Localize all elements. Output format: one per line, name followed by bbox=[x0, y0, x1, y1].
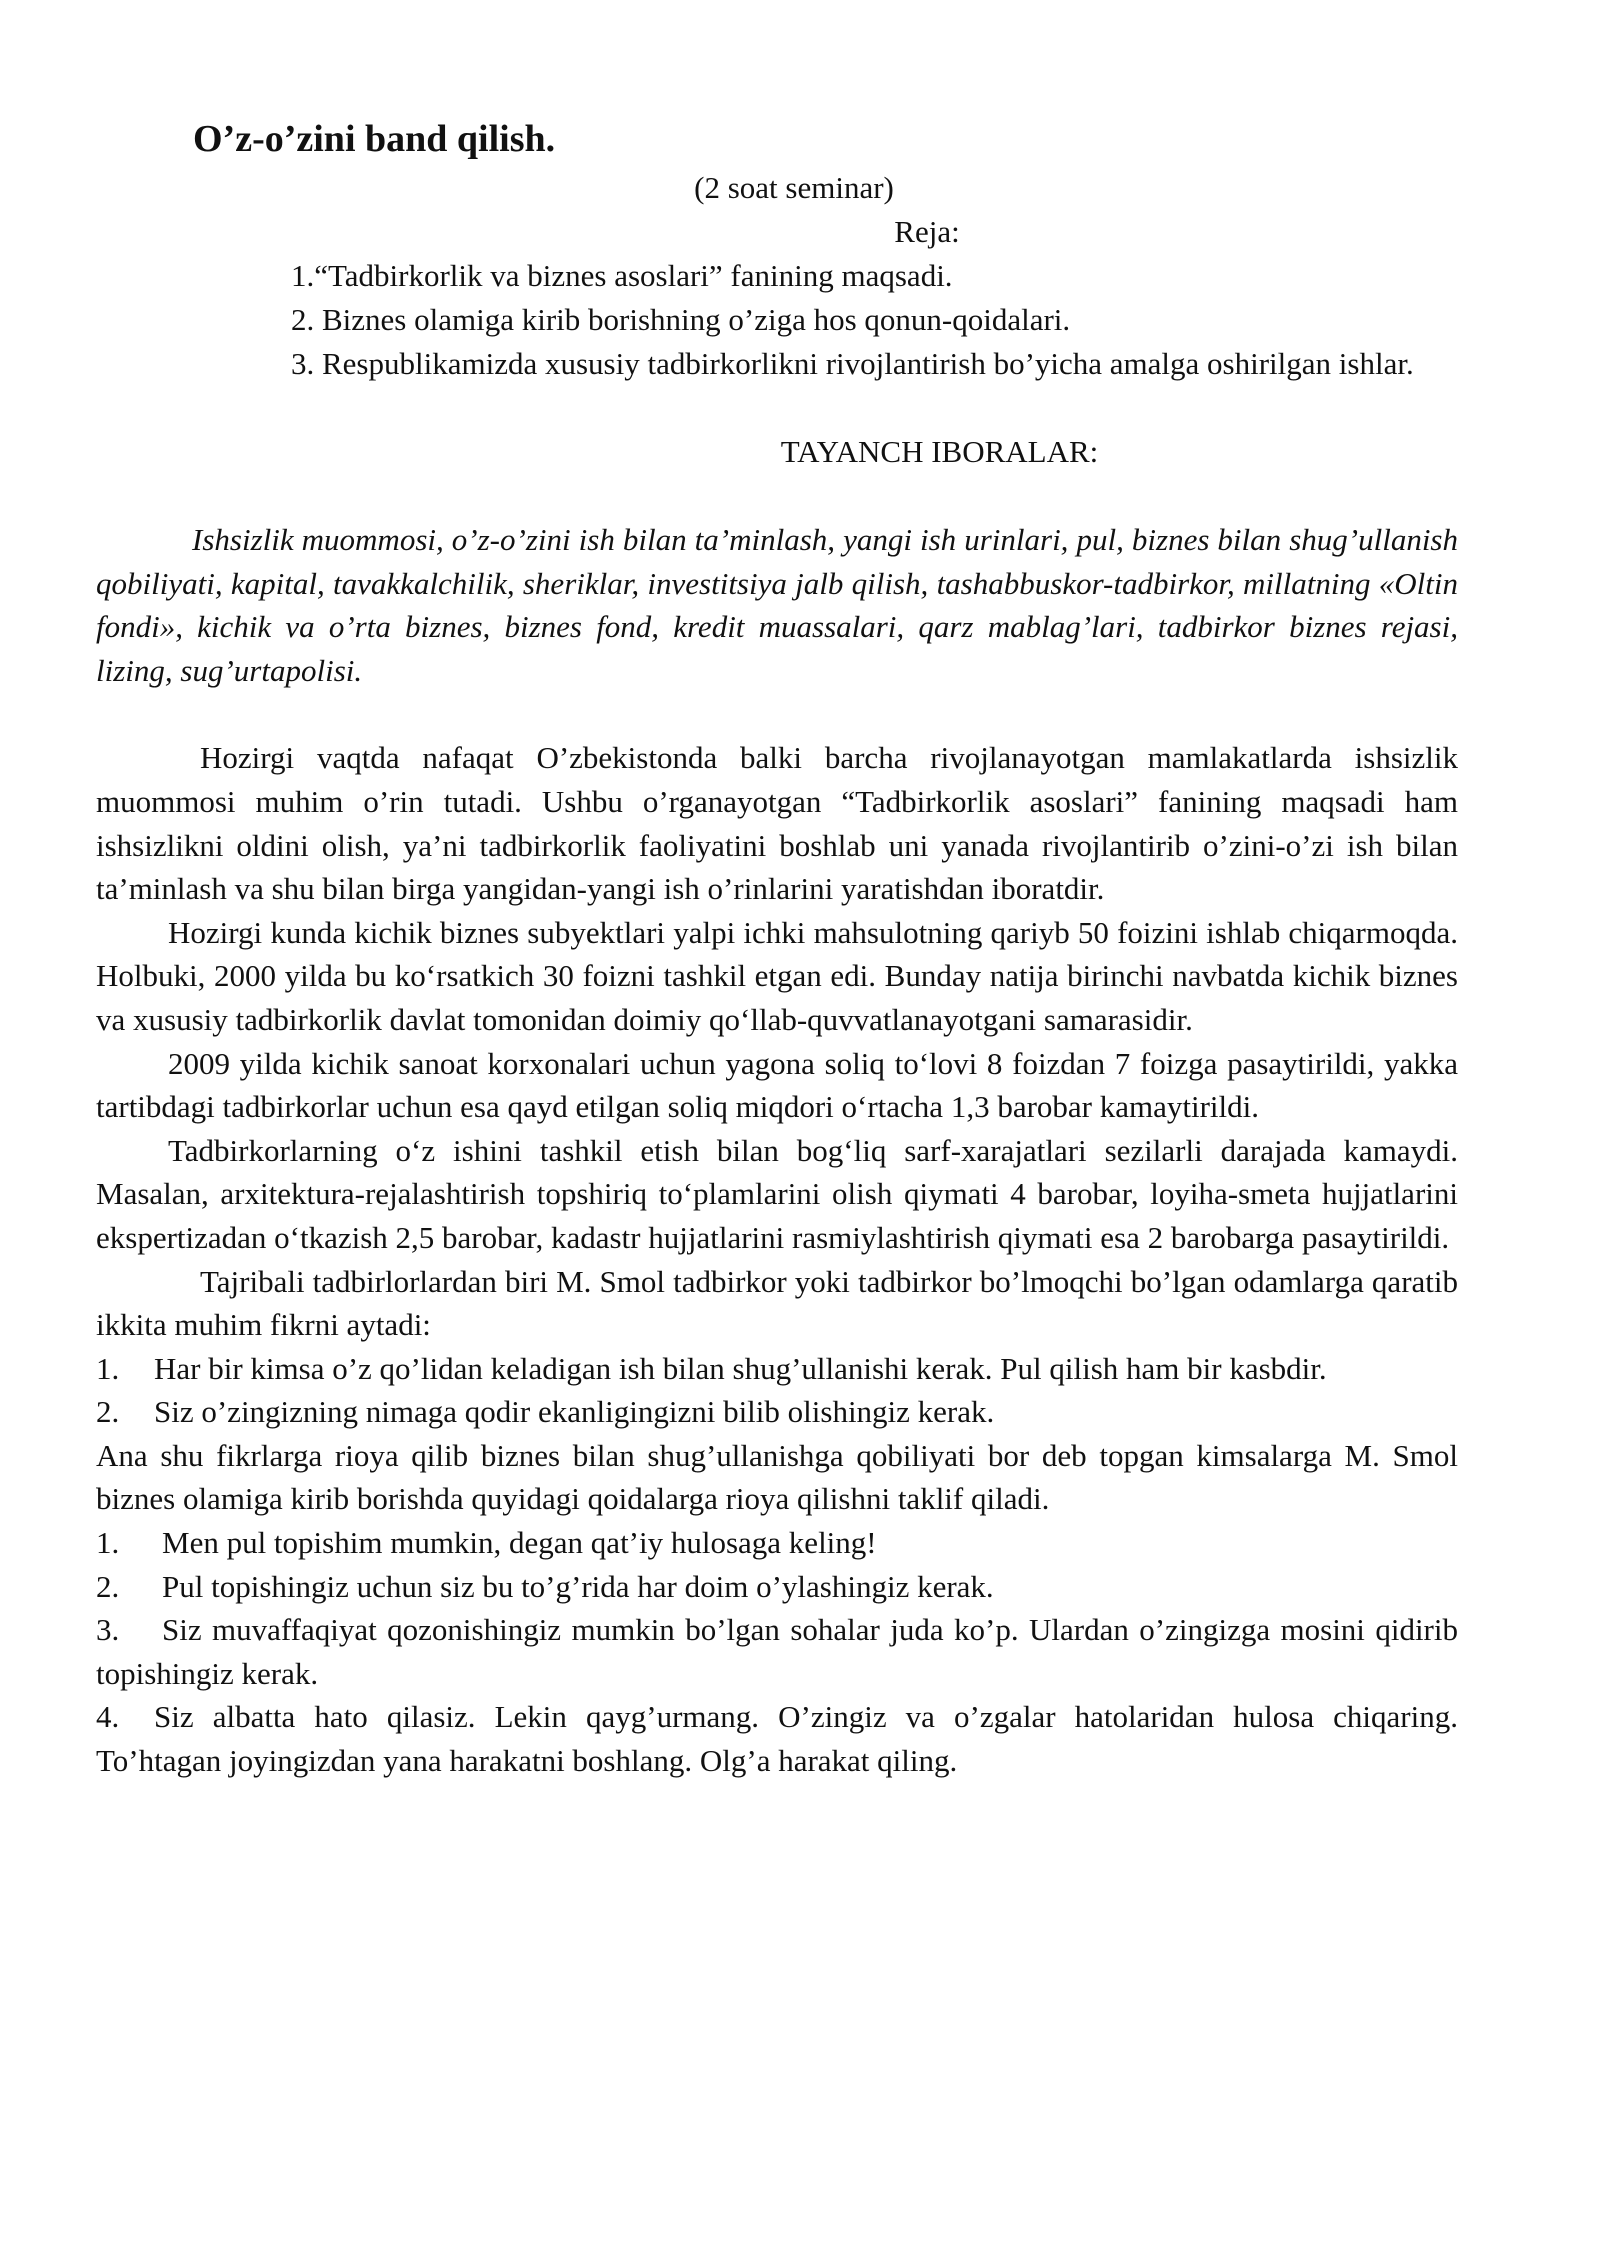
keywords-heading: TAYANCH IBORALAR: bbox=[780, 434, 1099, 469]
plan-list bbox=[96, 254, 1458, 386]
body-paragraph: Tajribali tadbirlorlardan biri M. Smol tadbirkor yoki tadbirkor bo’lmoqchi bo’lgan odamlarga qaratib ikkita muhim fikrni aytadi: bbox=[96, 1263, 1458, 1343]
body-paragraph: Hozirgi vaqtda nafaqat O’zbekistonda balki barcha rivojlanayotgan mamlakatlarda ishsizlik muommosi muhim o’rin tutadi. Ushbu o’rganayotgan “Tadbirkorlik asoslari” fanining maqsadi ham ishsizlikni oldini olish, ya’ni tadbirkorlik faoliyatini boshlab uni yanada rivojlantirib o’zini-o’zi ish bilan ta’minlash va shu bilan birga yangidan-yangi ish o’rinlarini yaratishdan iboratdir. bbox=[96, 740, 1458, 907]
item-text: Siz muvaffaqiyat qozonishingiz mumkin bo’lgan sohalar juda ko’p. Ulardan o’zingizga mosini qidirib topishingiz kerak. bbox=[96, 1612, 1458, 1691]
item-number: 3. bbox=[96, 1612, 120, 1648]
item-text: Har bir kimsa o’z qo’lidan keladigan ish bilan shug’ullanishi kerak. Pul qilish ham bir kasbdir. bbox=[154, 1350, 1327, 1386]
rule-item bbox=[96, 1695, 1458, 1782]
item-text: Men pul topishim mumkin, degan qat’iy hulosaga keling! bbox=[162, 1525, 877, 1561]
plan-item: 1.“Tadbirkorlik va biznes asoslari” fanining maqsadi. bbox=[291, 258, 953, 293]
plan-heading: Reja: bbox=[894, 214, 960, 249]
body-paragraph: Ana shu fikrlarga rioya qilib biznes bilan shug’ullanishga qobiliyati bor deb topgan kimsalarga M. Smol biznes olamiga kirib borishda quyidagi qoidalarga rioya qilishni taklif qiladi. bbox=[96, 1437, 1458, 1517]
item-number: 2. bbox=[96, 1568, 120, 1604]
item-number: 2. bbox=[96, 1394, 120, 1430]
plan-item: 3. Respublikamizda xususiy tadbirkorlikni rivojlantirish bo’yicha amalga oshirilgan ishlar. bbox=[291, 346, 1414, 381]
item-number: 1. bbox=[96, 1350, 120, 1386]
keywords-text: Ishsizlik muommosi, o’z-o’zini ish bilan ta’minlash, yangi ish urinlari, pul, biznes bilan shug’ullanish qobiliyati, kapital, tavakkalchilik, sheriklar, investitsiya jalb qilish, tashabbuskor-tadbirkor, millatning «Oltin fondi», kichik va o’rta biznes, biznes fond, kredit muassalari, qarz mablag’lari, tadbirkor biznes rejasi, lizing, sug’urtapolisi. bbox=[96, 522, 1458, 688]
document-title: O’z-o’zini band qilish. bbox=[193, 118, 556, 160]
rule-item bbox=[96, 1521, 1458, 1565]
rule-item bbox=[96, 1608, 1458, 1695]
item-number: 4. bbox=[96, 1699, 120, 1735]
item-text: Pul topishingiz uchun siz bu to’g’rida har doim o’ylashingiz kerak. bbox=[162, 1568, 994, 1604]
body-paragraph: Tadbirkorlarning o‘z ishini tashkil etish bilan bog‘liq sarf-xarajatlari sezilarli darajada kamaydi. Masalan, arxitektura-rejalashtirish topshiriq to‘plamlarini olish qiymati 4 barobar, loyiha-smeta hujjatlarini ekspertizadan o‘tkazish 2,5 barobar, kadastr hujjatlarini rasmiylashtirish qiymati esa 2 barobarga pasaytirildi. bbox=[96, 1132, 1458, 1255]
body-paragraph: 2009 yilda kichik sanoat korxonalari uchun yagona soliq to‘lovi 8 foizdan 7 foizga pasaytirildi, yakka tartibdagi tadbirkorlar uchun esa qayd etilgan soliq miqdori o‘rtacha 1,3 barobar kamaytirildi. bbox=[96, 1045, 1458, 1125]
item-text: Siz o’zingizning nimaga qodir ekanligingizni bilib olishingiz kerak. bbox=[154, 1394, 995, 1430]
body-paragraph: Hozirgi kunda kichik biznes subyektlari yalpi ichki mahsulotning qariyb 50 foizini ishlab chiqarmoqda. Holbuki, 2000 yilda bu ko‘rsatkich 30 foizni tashkil etgan edi. Bunday natija birinchi navbatda kichik biznes va xususiy tadbirkorlik davlat tomonidan doimiy qo‘llab-quvvatlanayotgani samarasidir. bbox=[96, 914, 1458, 1037]
rule-item bbox=[96, 1565, 1458, 1609]
plan-item: 2. Biznes olamiga kirib borishning o’ziga hos qonun-qoidalari. bbox=[291, 302, 1071, 337]
smol-thought-item bbox=[96, 1347, 1458, 1391]
item-text: Siz albatta hato qilasiz. Lekin qayg’urmang. O’zingiz va o’zgalar hatolaridan hulosa chiqaring. To’htagan joyingizdan yana harakatni boshlang. Olg’a harakat qiling. bbox=[96, 1699, 1458, 1779]
body-text bbox=[96, 736, 1458, 1782]
item-number: 1. bbox=[96, 1525, 120, 1561]
document-subtitle: (2 soat seminar) bbox=[694, 170, 894, 205]
document-page bbox=[96, 112, 1458, 1783]
smol-thought-item bbox=[96, 1390, 1458, 1434]
